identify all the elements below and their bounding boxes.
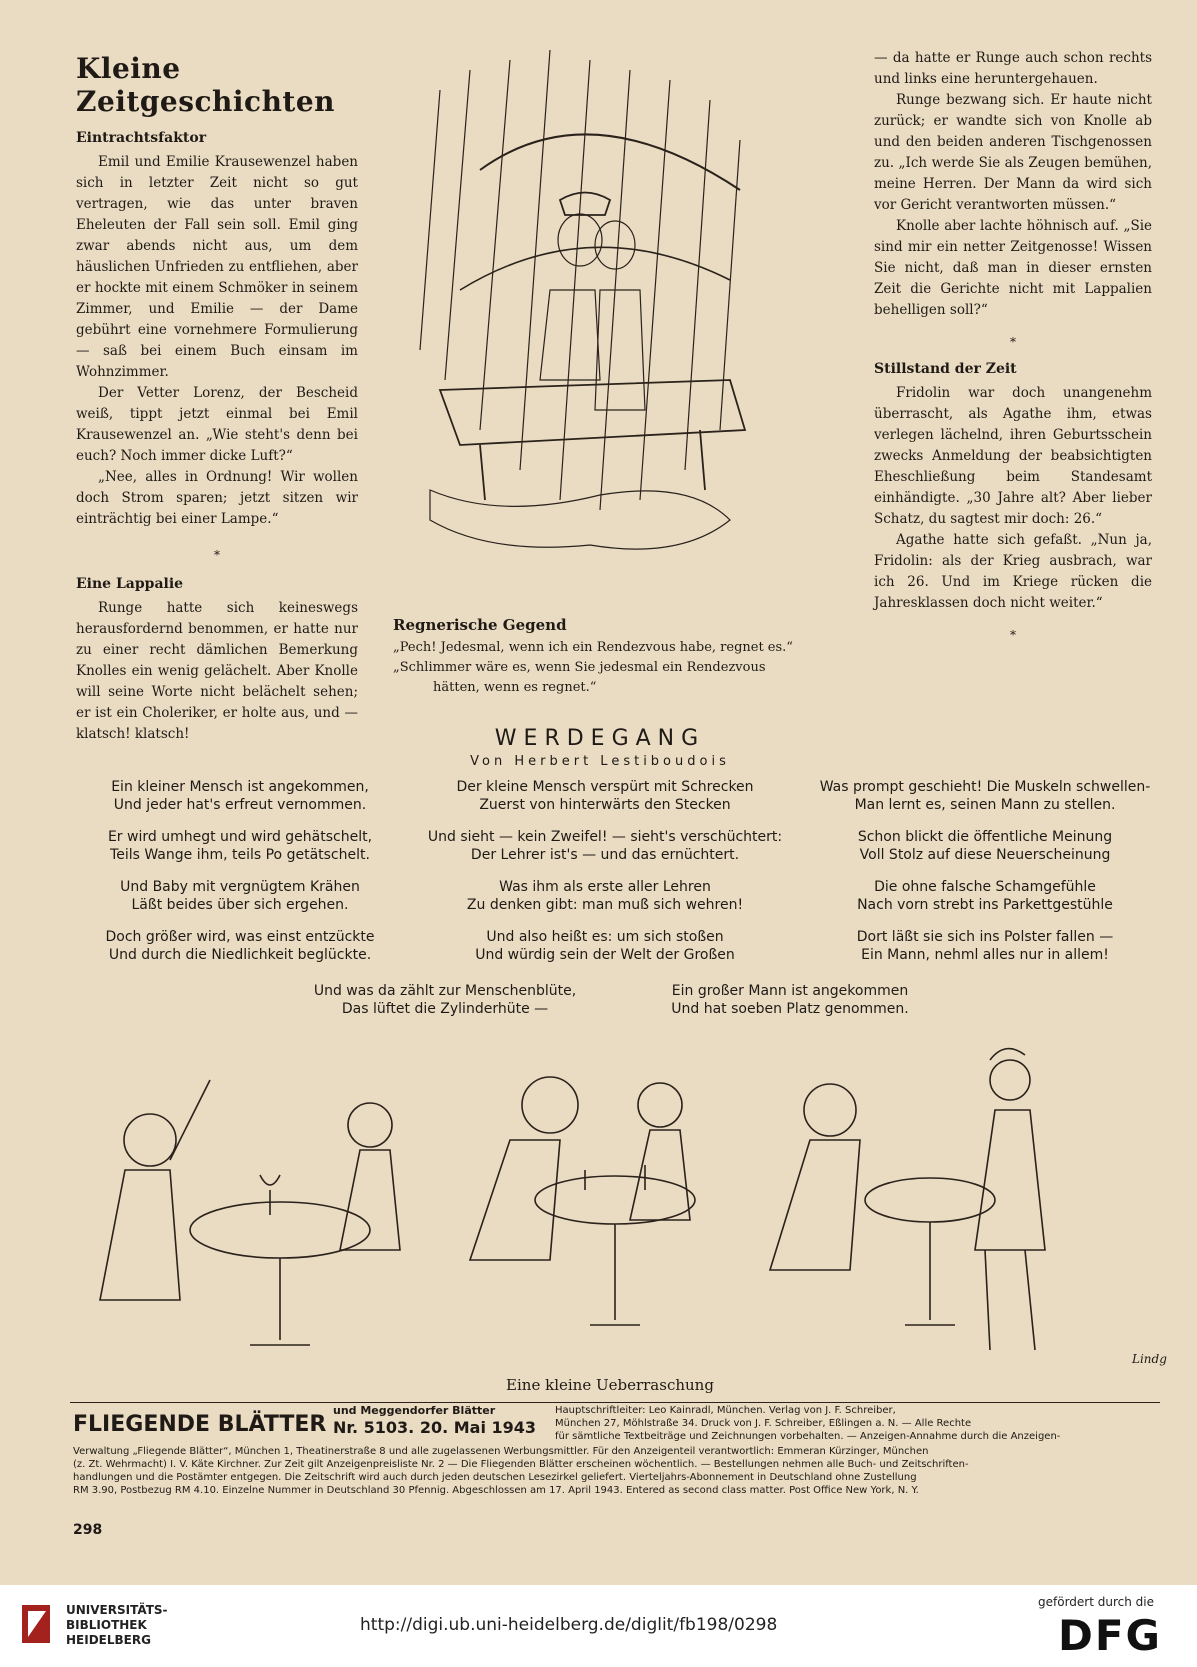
rain-stroke <box>445 70 470 380</box>
bench <box>440 380 745 445</box>
stanza <box>70 778 410 814</box>
stanza <box>70 878 410 914</box>
paragraph: Agathe hatte sich gefaßt. „Nun ja, Fridolin: als der Krieg ausbrach, war ich 26. Und im Kriege rücken die Jahresklassen doch nicht weiter.“ <box>874 532 1152 611</box>
table-leg <box>905 1222 955 1325</box>
verse-line: Voll Stolz auf diese Neuerscheinung <box>859 847 1111 863</box>
verse-line: Ein kleiner Mensch ist angekommen, <box>111 779 369 795</box>
verse-line: Zuerst von hinterwärts den Stecken <box>479 797 731 813</box>
library-line: BIBLIOTHEK <box>66 1618 147 1632</box>
verse-line: Und würdig sein der Welt der Großen <box>475 947 735 963</box>
imprint-line: handlungen und die Postämter entgegen. Die Zeitschrift wird auch durch jeden deutschen Lesezirkel geliefert. Vierteljahrs-Abonnement in Deutschland ohne Zustellung <box>73 1472 917 1483</box>
table <box>535 1176 695 1224</box>
stanza <box>425 778 785 814</box>
paragraph: Emil und Emilie Krausewenzel haben sich in letzter Zeit nicht so gut vertragen, wie das unter braven Eheleuten der Fall sein soll. Emil ging zwar abends nicht aus, um dem häuslichen Unfrieden zu entfliehen, aber er hockte mit einem Schmöker in seinem Zimmer, und Emilie — der Dame gebührt eine vornehmere Formulierung — saß bei einem Buch einsam im Wohnzimmer. <box>76 154 358 380</box>
umbrella <box>460 247 730 290</box>
section-title: Kleine Zeitgeschichten <box>76 52 336 118</box>
rain-cartoon <box>400 50 780 590</box>
paragraph: Der Vetter Lorenz, der Bescheid weiß, tippt jetzt einmal bei Emil Krausewenzel an. „Wie steht's denn bei euch? Noch immer dicke Luft?“ <box>76 385 358 464</box>
story-eintracht <box>76 152 358 530</box>
right-column <box>874 48 1152 642</box>
verse-line: Was prompt geschieht! Die Muskeln schwellen- <box>819 779 1151 795</box>
rain-stroke <box>685 100 710 470</box>
woman-head <box>595 221 635 269</box>
woman-head <box>638 1083 682 1127</box>
woman-legs <box>985 1250 1035 1350</box>
man-head <box>804 1084 856 1136</box>
verse-line: Was ihm als erste aller Lehren <box>499 879 711 895</box>
table-leg <box>250 1258 310 1345</box>
man-body <box>470 1140 560 1260</box>
man-body <box>540 290 600 380</box>
library-logo-icon <box>18 1601 58 1649</box>
verse-line: Schon blickt die öffentliche Meinung <box>857 829 1113 845</box>
masthead-subtitle: und Meggendorfer Blätter <box>333 1404 496 1417</box>
library-name <box>66 1603 168 1648</box>
verse-line: Und was da zählt zur Menschenblüte, <box>313 983 577 999</box>
masthead: FLIEGENDE BLÄTTER <box>73 1412 327 1437</box>
issue-number: Nr. 5103. 20. Mai 1943 <box>333 1418 537 1437</box>
woman-body <box>595 290 645 410</box>
story-heading-stillstand: Stillstand der Zeit <box>874 361 1017 377</box>
cafe-cartoon-strip <box>70 1000 1160 1380</box>
verse-line: Der kleine Mensch verspürt mit Schrecken <box>456 779 754 795</box>
verse-line: Er wird umhegt und wird gehätschelt, <box>107 829 373 845</box>
stanza <box>810 828 1160 864</box>
glass <box>260 1175 280 1215</box>
woman-head <box>348 1103 392 1147</box>
verse-line: Doch größer wird, was einst entzückte <box>105 929 375 945</box>
poem-title: WERDEGANG <box>494 726 706 751</box>
rain-stroke <box>560 60 590 500</box>
cartoon-dialogue <box>393 638 813 698</box>
poem-column-3 <box>810 778 1160 978</box>
paragraph: Runge hatte sich keineswegs herausfordernd benommen, er hatte nur zu einer recht dämlichen Bemerkung Knolles ein wenig gelächelt. Aber Knolle will seine Worte nicht belächelt sehen; er ist ein Choleriker, er holte aus, und — klatsch! klatsch! <box>76 600 358 742</box>
verse-line: Und sieht — kein Zweifel! — sieht's verschüchtert: <box>427 829 783 845</box>
verse-line: Man lernt es, seinen Mann zu stellen. <box>854 797 1116 813</box>
separator-star: * <box>214 548 220 562</box>
paragraph: „Nee, alles in Ordnung! Wir wollen doch Strom sparen; jetzt sitzen wir einträchtig bei einer Lampe.“ <box>76 469 358 527</box>
verse-line: Nach vorn strebt ins Parkettgestühle <box>857 897 1113 913</box>
man-body <box>100 1170 180 1300</box>
separator-star: * <box>1010 628 1016 642</box>
verse-line: Die ohne falsche Schamgefühle <box>874 879 1096 895</box>
funding-label: gefördert durch die <box>1038 1595 1154 1609</box>
verse-line: Zu denken gibt: man muß sich wehren! <box>466 897 744 913</box>
imprint-line: Verwaltung „Fliegende Blätter“, München 1, Theatinerstraße 8 und alle zugelassenen Werbungsmittler. Für den Anzeigenteil verantwortlich: Emmeran Kürzinger, München <box>73 1446 929 1457</box>
verse-line: Teils Wange ihm, teils Po getätschelt. <box>110 847 370 863</box>
cafe-cartoon-caption: Eine kleine Ueberraschung <box>506 1376 714 1394</box>
puddle <box>430 490 730 549</box>
library-line: HEIDELBERG <box>66 1633 151 1647</box>
stanza <box>70 828 410 864</box>
verse-line: Und hat soeben Platz genommen. <box>671 1001 909 1017</box>
verse-line: Ein großer Mann ist angekommen <box>671 983 909 999</box>
cartoon-title: Regnerische Gegend <box>393 616 567 634</box>
rain-stroke <box>480 60 510 430</box>
caption-line: „Pech! Jedesmal, wenn ich ein Rendezvous habe, regnet es.“ <box>393 640 793 655</box>
woman-body <box>975 1110 1045 1250</box>
bench-legs <box>480 430 705 500</box>
verse-line: Und Baby mit vergnügtem Krähen <box>120 879 360 895</box>
imprint-line: für sämtliche Textbeiträge und Zeichnungen vorbehalten. — Anzeigen-Annahme durch die Anzeigen- <box>555 1431 1061 1442</box>
artist-signature: Lindg <box>1132 1352 1167 1366</box>
man-head <box>522 1077 578 1133</box>
man-body <box>770 1140 860 1270</box>
woman-body <box>340 1150 400 1250</box>
imprint-line: RM 3.90, Postbezug RM 4.10. Einzelne Nummer in Deutschland 30 Pfennig. Abgeschlossen am 17. April 1943. Entered as second class matter. Post Office New York, N. Y. <box>73 1485 919 1496</box>
table-leg <box>590 1224 640 1325</box>
imprint-line: Hauptschriftleiter: Leo Kainradl, München. Verlag von J. F. Schreiber, <box>555 1405 896 1416</box>
poem-column-2 <box>425 778 785 978</box>
stanza <box>425 828 785 864</box>
stanza <box>810 878 1160 914</box>
man-head <box>124 1114 176 1166</box>
woman-body <box>630 1130 690 1220</box>
stanza <box>425 878 785 914</box>
story-heading-eintracht: Eintrachtsfaktor <box>76 130 207 146</box>
library-line: UNIVERSITÄTS- <box>66 1603 168 1617</box>
raised-arm <box>170 1080 210 1160</box>
caption-line: hätten, wenn es regnet.“ <box>433 680 597 695</box>
poem-byline: Von Herbert Lestiboudois <box>470 754 730 769</box>
woman-hat <box>990 1049 1025 1060</box>
viewer-footer <box>0 1585 1197 1667</box>
verse-line: Läßt beides über sich ergehen. <box>131 897 349 913</box>
page-number: 298 <box>73 1522 103 1538</box>
hat <box>560 193 610 216</box>
paragraph: Fridolin war doch unangenehm überrascht, als Agathe ihm, etwas verlegen lächelnd, ihren Geburtsschein zwecks Anmeldung der beabsichtigten Eheschließung beim Standesamt einhändigte. „30 Jahre alt? Aber lieber Schatz, du sagtest mir doch: 26.“ <box>874 385 1152 527</box>
verse-line: Und also heißt es: um sich stoßen <box>486 929 724 945</box>
woman-head <box>990 1060 1030 1100</box>
verse-line: Dort läßt sie sich ins Polster fallen — <box>856 929 1114 945</box>
table <box>865 1178 995 1222</box>
paragraph: — da hatte er Runge auch schon rechts und links eine heruntergehauen. <box>874 50 1152 87</box>
story-lappalie <box>76 598 358 745</box>
poem-column-1 <box>70 778 410 978</box>
paragraph: Knolle aber lachte höhnisch auf. „Sie sind mir ein netter Zeitgenosse! Wissen Sie nicht, daß man in dieser ernsten Zeit die Gerichte nicht mit Lappalien behelligen soll?“ <box>874 218 1152 318</box>
rain-caption <box>393 616 813 698</box>
story-heading-lappalie: Eine Lappalie <box>76 576 184 592</box>
stanza <box>70 928 410 964</box>
imprint-line: München 27, Möhlstraße 34. Druck von J. F. Schreiber, Eßlingen a. N. — Alle Rechte <box>555 1418 972 1429</box>
left-column <box>76 52 358 745</box>
separator-star: * <box>1010 335 1016 349</box>
story-stillstand <box>874 383 1152 614</box>
verse-line: Der Lehrer ist's — und das ernüchtert. <box>470 847 740 863</box>
umbrella <box>480 134 740 190</box>
rain-stroke <box>420 90 440 350</box>
story-lappalie-continued <box>874 48 1152 321</box>
verse-line: Ein Mann, nehml alles nur in allem! <box>861 947 1109 963</box>
verse-line: Das lüftet die Zylinderhüte — <box>341 1001 549 1017</box>
stanza <box>810 928 1160 964</box>
verse-line: Und jeder hat's erfreut vernommen. <box>113 797 367 813</box>
paragraph: Runge bezwang sich. Er haute nicht zurück; er wandte sich von Knolle ab und den beiden anderen Tischgenossen zu. „Ich werde Sie als Zeugen bemühen, meine Herren. Der Mann da wird sich vor Gericht verantworten müssen.“ <box>874 92 1152 213</box>
imprint-bottom <box>73 1445 1160 1497</box>
stanza <box>425 928 785 964</box>
caption-line: „Schlimmer wäre es, wenn Sie jedesmal ein Rendezvous <box>393 660 766 675</box>
footer-rule <box>70 1402 1160 1403</box>
permalink-url[interactable]: http://digi.ub.uni-heidelberg.de/diglit/fb198/0298 <box>360 1615 778 1635</box>
dfg-logo: DFG <box>1058 1611 1163 1660</box>
imprint-top <box>555 1404 1160 1443</box>
imprint-line: (z. Zt. Wehrmacht) I. V. Käte Kirchner. Zur Zeit gilt Anzeigenpreisliste Nr. 2 — Die Fliegenden Blätter erscheinen wöchentlich. — Bestellungen nehmen alle Buch- und Zeitschriften- <box>73 1459 969 1470</box>
stanza <box>810 778 1160 814</box>
verse-line: Und durch die Niedlichkeit beglückte. <box>108 947 372 963</box>
